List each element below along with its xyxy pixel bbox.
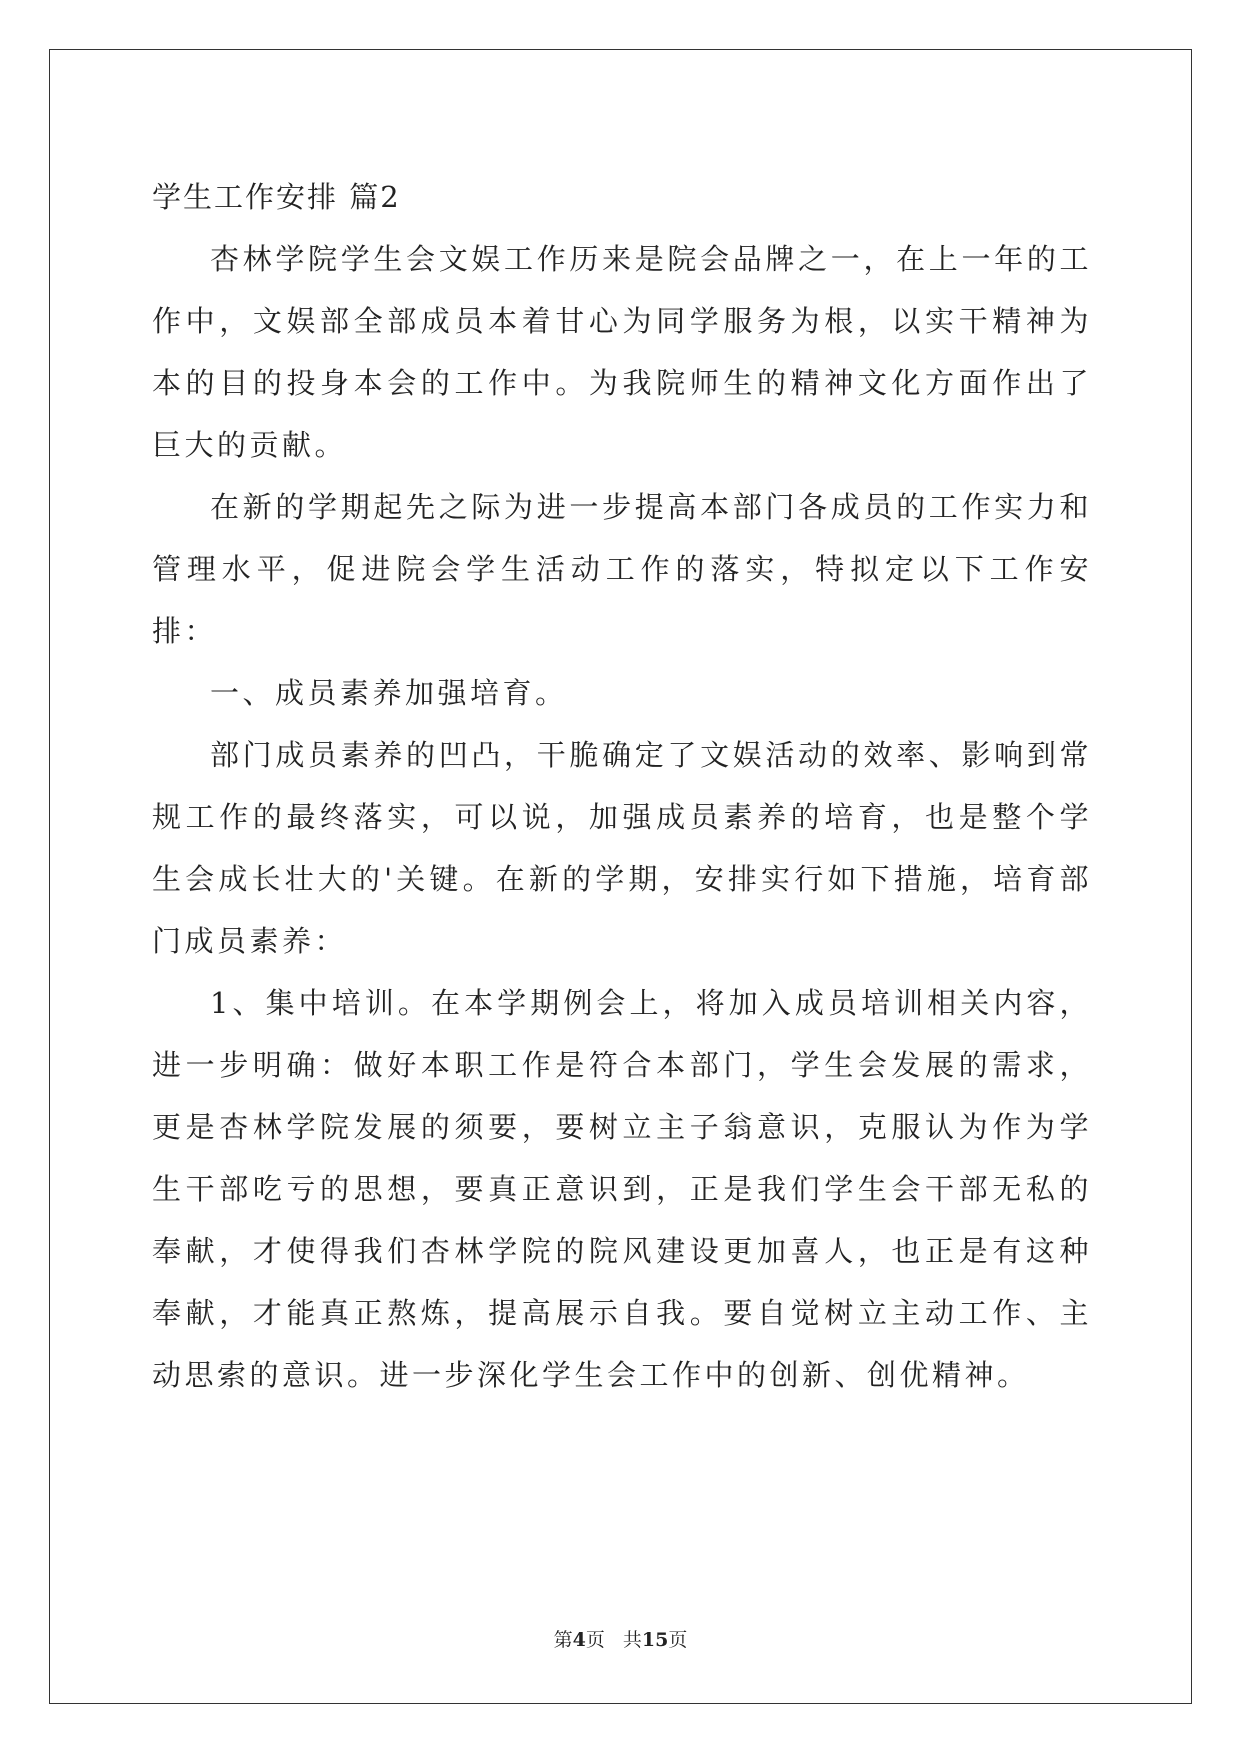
paragraph-intro: 杏林学院学生会文娱工作历来是院会品牌之一，在上一年的工作中，文娱部全部成员本着甘心为同学服务为根，以实干精神为本的目的投身本会的工作中。为我院师生的精神文化方面作出了巨大的贡献。 <box>152 242 1092 462</box>
paragraph-centralized-training: 1、集中培训。在本学期例会上，将加入成员培训相关内容，进一步明确：做好本职工作是符合本部门，学生会发展的需求，更是杏林学院发展的须要，要树立主子翁意识，克服认为作为学生干部吃亏的思想，要真正意识到，正是我们学生会干部无私的奉献，才使得我们杏林学院的院风建设更加喜人，也正是有这种奉献，才能真正熬炼，提高展示自我。要自觉树立主动工作、主动思索的意识。进一步深化学生会工作中的创新、创优精神。 <box>152 986 1092 1392</box>
total-page-count: 15 <box>641 1629 669 1651</box>
page-suffix: 页 <box>585 1629 605 1651</box>
section-heading: 学生工作安排 篇2 <box>152 180 401 214</box>
page-prefix: 第 <box>553 1629 573 1651</box>
total-suffix: 页 <box>668 1629 688 1651</box>
paragraph-member-quality: 部门成员素养的凹凸，干脆确定了文娱活动的效率、影响到常规工作的最终落实，可以说，加强成员素养的培育，也是整个学生会成长壮大的'关键。在新的学期，安排实行如下措施，培育部门成员素养： <box>152 738 1092 958</box>
current-page-number: 4 <box>572 1629 586 1651</box>
page-footer <box>0 1628 1241 1652</box>
total-prefix: 共 <box>622 1629 642 1651</box>
paragraph-section-one-title: 一、成员素养加强培育。 <box>210 676 568 710</box>
paragraph-purpose: 在新的学期起先之际为进一步提高本部门各成员的工作实力和管理水平，促进院会学生活动工作的落实，特拟定以下工作安排： <box>152 490 1092 648</box>
document-body <box>152 166 1092 1406</box>
